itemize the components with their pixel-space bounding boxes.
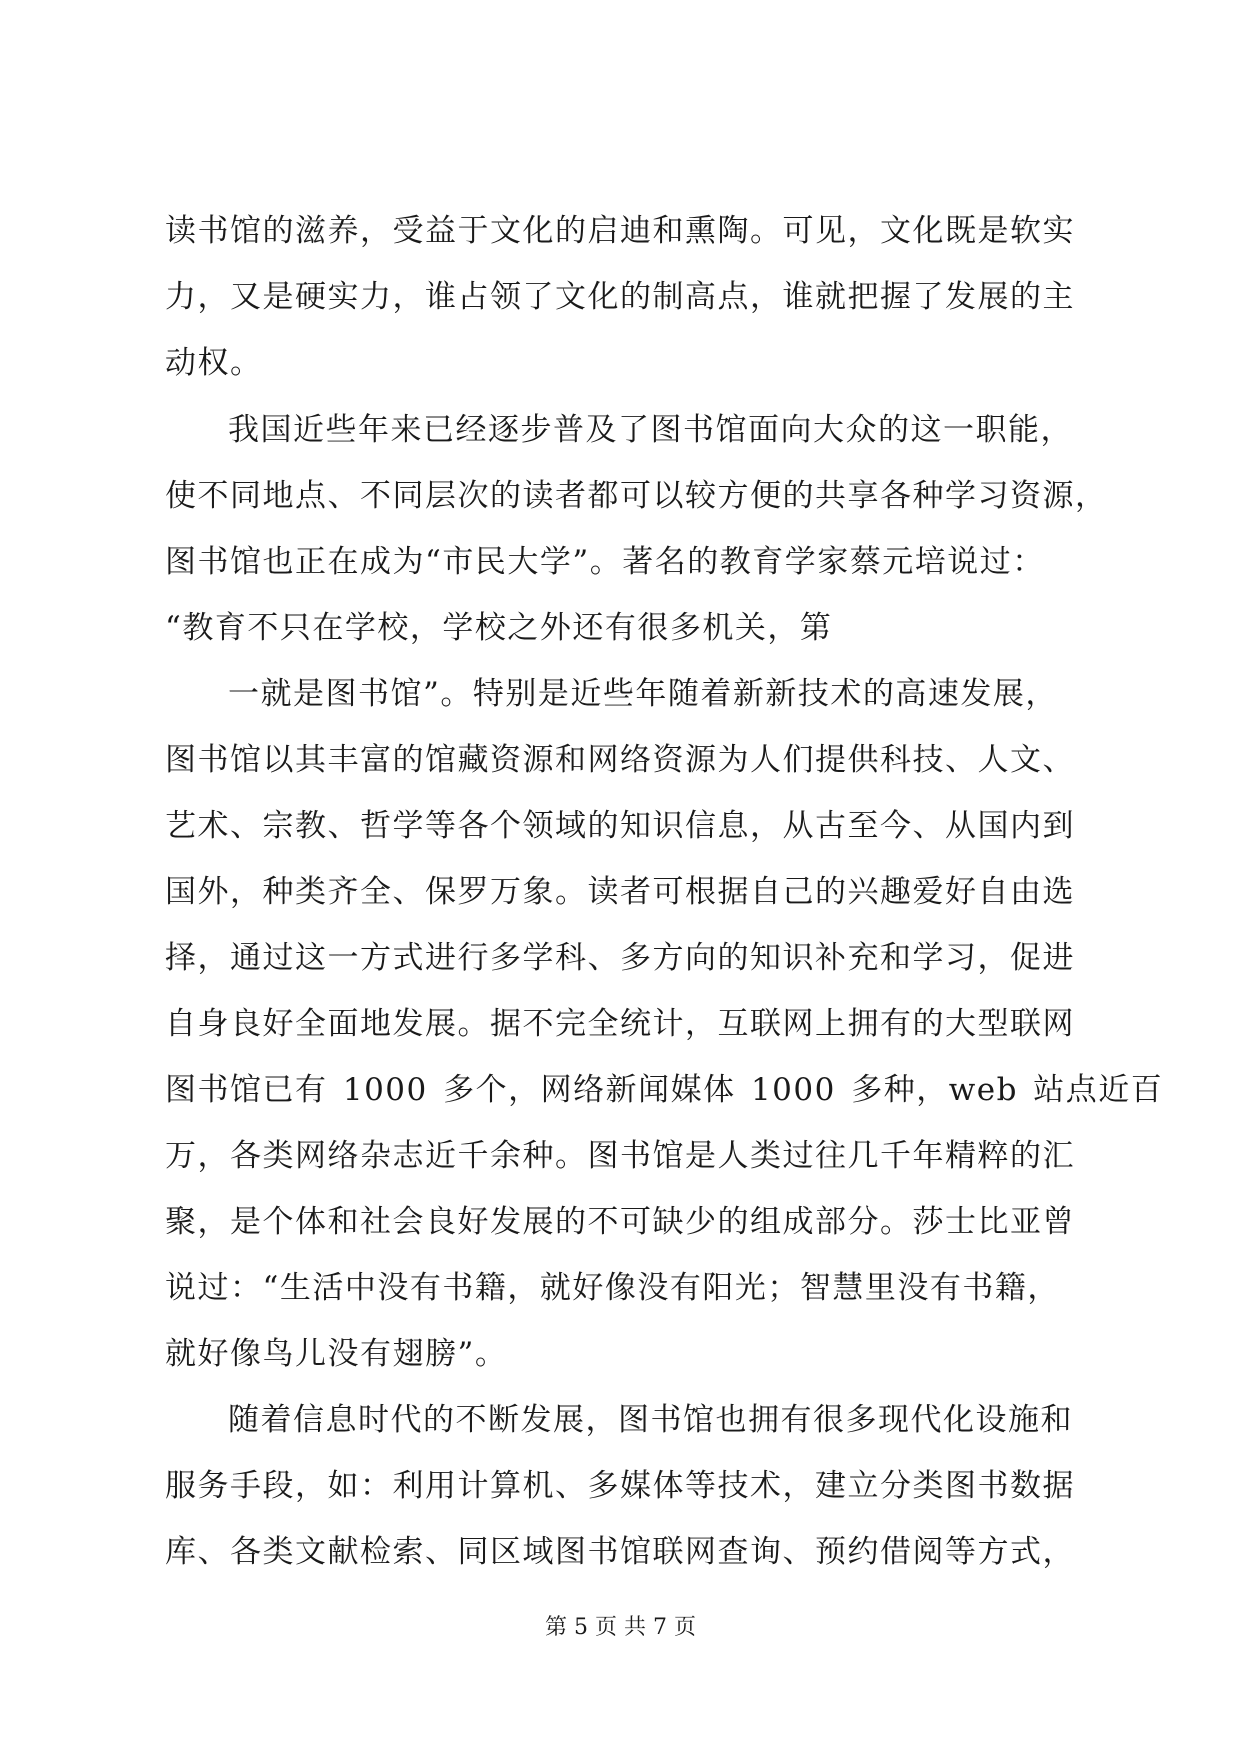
text-line: 动权。	[165, 345, 263, 381]
text-line: 万，各类网络杂志近千余种。图书馆是人类过往几千年精粹的汇	[165, 1138, 1075, 1174]
text-line: 艺术、宗教、哲学等各个领域的知识信息，从古至今、从国内到	[165, 808, 1075, 844]
text-line: 择，通过这一方式进行多学科、多方向的知识补充和学习，促进	[165, 940, 1075, 976]
text-line: 国外，种类齐全、保罗万象。读者可根据自己的兴趣爱好自由选	[165, 874, 1075, 910]
text-line: “教育不只在学校，学校之外还有很多机关，第	[165, 610, 833, 646]
text-line: 聚，是个体和社会良好发展的不可缺少的组成部分。莎士比亚曾	[165, 1204, 1075, 1240]
text-line: 图书馆已有 1000 多个，网络新闻媒体 1000 多种，web 站点近百	[165, 1072, 1164, 1108]
paragraph-first-line: 一就是图书馆”。特别是近些年随着新新技术的高速发展，	[228, 676, 1058, 712]
paragraph-first-line: 我国近些年来已经逐步普及了图书馆面向大众的这一职能，	[228, 412, 1073, 448]
page-footer: 第 5 页 共 7 页	[545, 1615, 696, 1640]
text-line: 就好像鸟儿没有翅膀”。	[165, 1336, 508, 1372]
text-line: 服务手段，如：利用计算机、多媒体等技术，建立分类图书数据	[165, 1468, 1075, 1504]
text-line: 读书馆的滋养，受益于文化的启迪和熏陶。可见，文化既是软实	[165, 213, 1075, 249]
text-line: 库、各类文献检索、同区域图书馆联网查询、预约借阅等方式，	[165, 1534, 1075, 1570]
text-line: 力，又是硬实力，谁占领了文化的制高点，谁就把握了发展的主	[165, 279, 1075, 315]
text-line: 使不同地点、不同层次的读者都可以较方便的共享各种学习资源，	[165, 478, 1108, 514]
paragraph-first-line: 随着信息时代的不断发展，图书馆也拥有很多现代化设施和	[228, 1402, 1073, 1438]
text-line: 图书馆以其丰富的馆藏资源和网络资源为人们提供科技、人文、	[165, 742, 1075, 778]
text-line: 说过：“生活中没有书籍，就好像没有阳光；智慧里没有书籍，	[165, 1270, 1060, 1306]
text-line: 自身良好全面地发展。据不完全统计，互联网上拥有的大型联网	[165, 1006, 1075, 1042]
text-line: 图书馆也正在成为“市民大学”。著名的教育学家蔡元培说过：	[165, 544, 1045, 580]
